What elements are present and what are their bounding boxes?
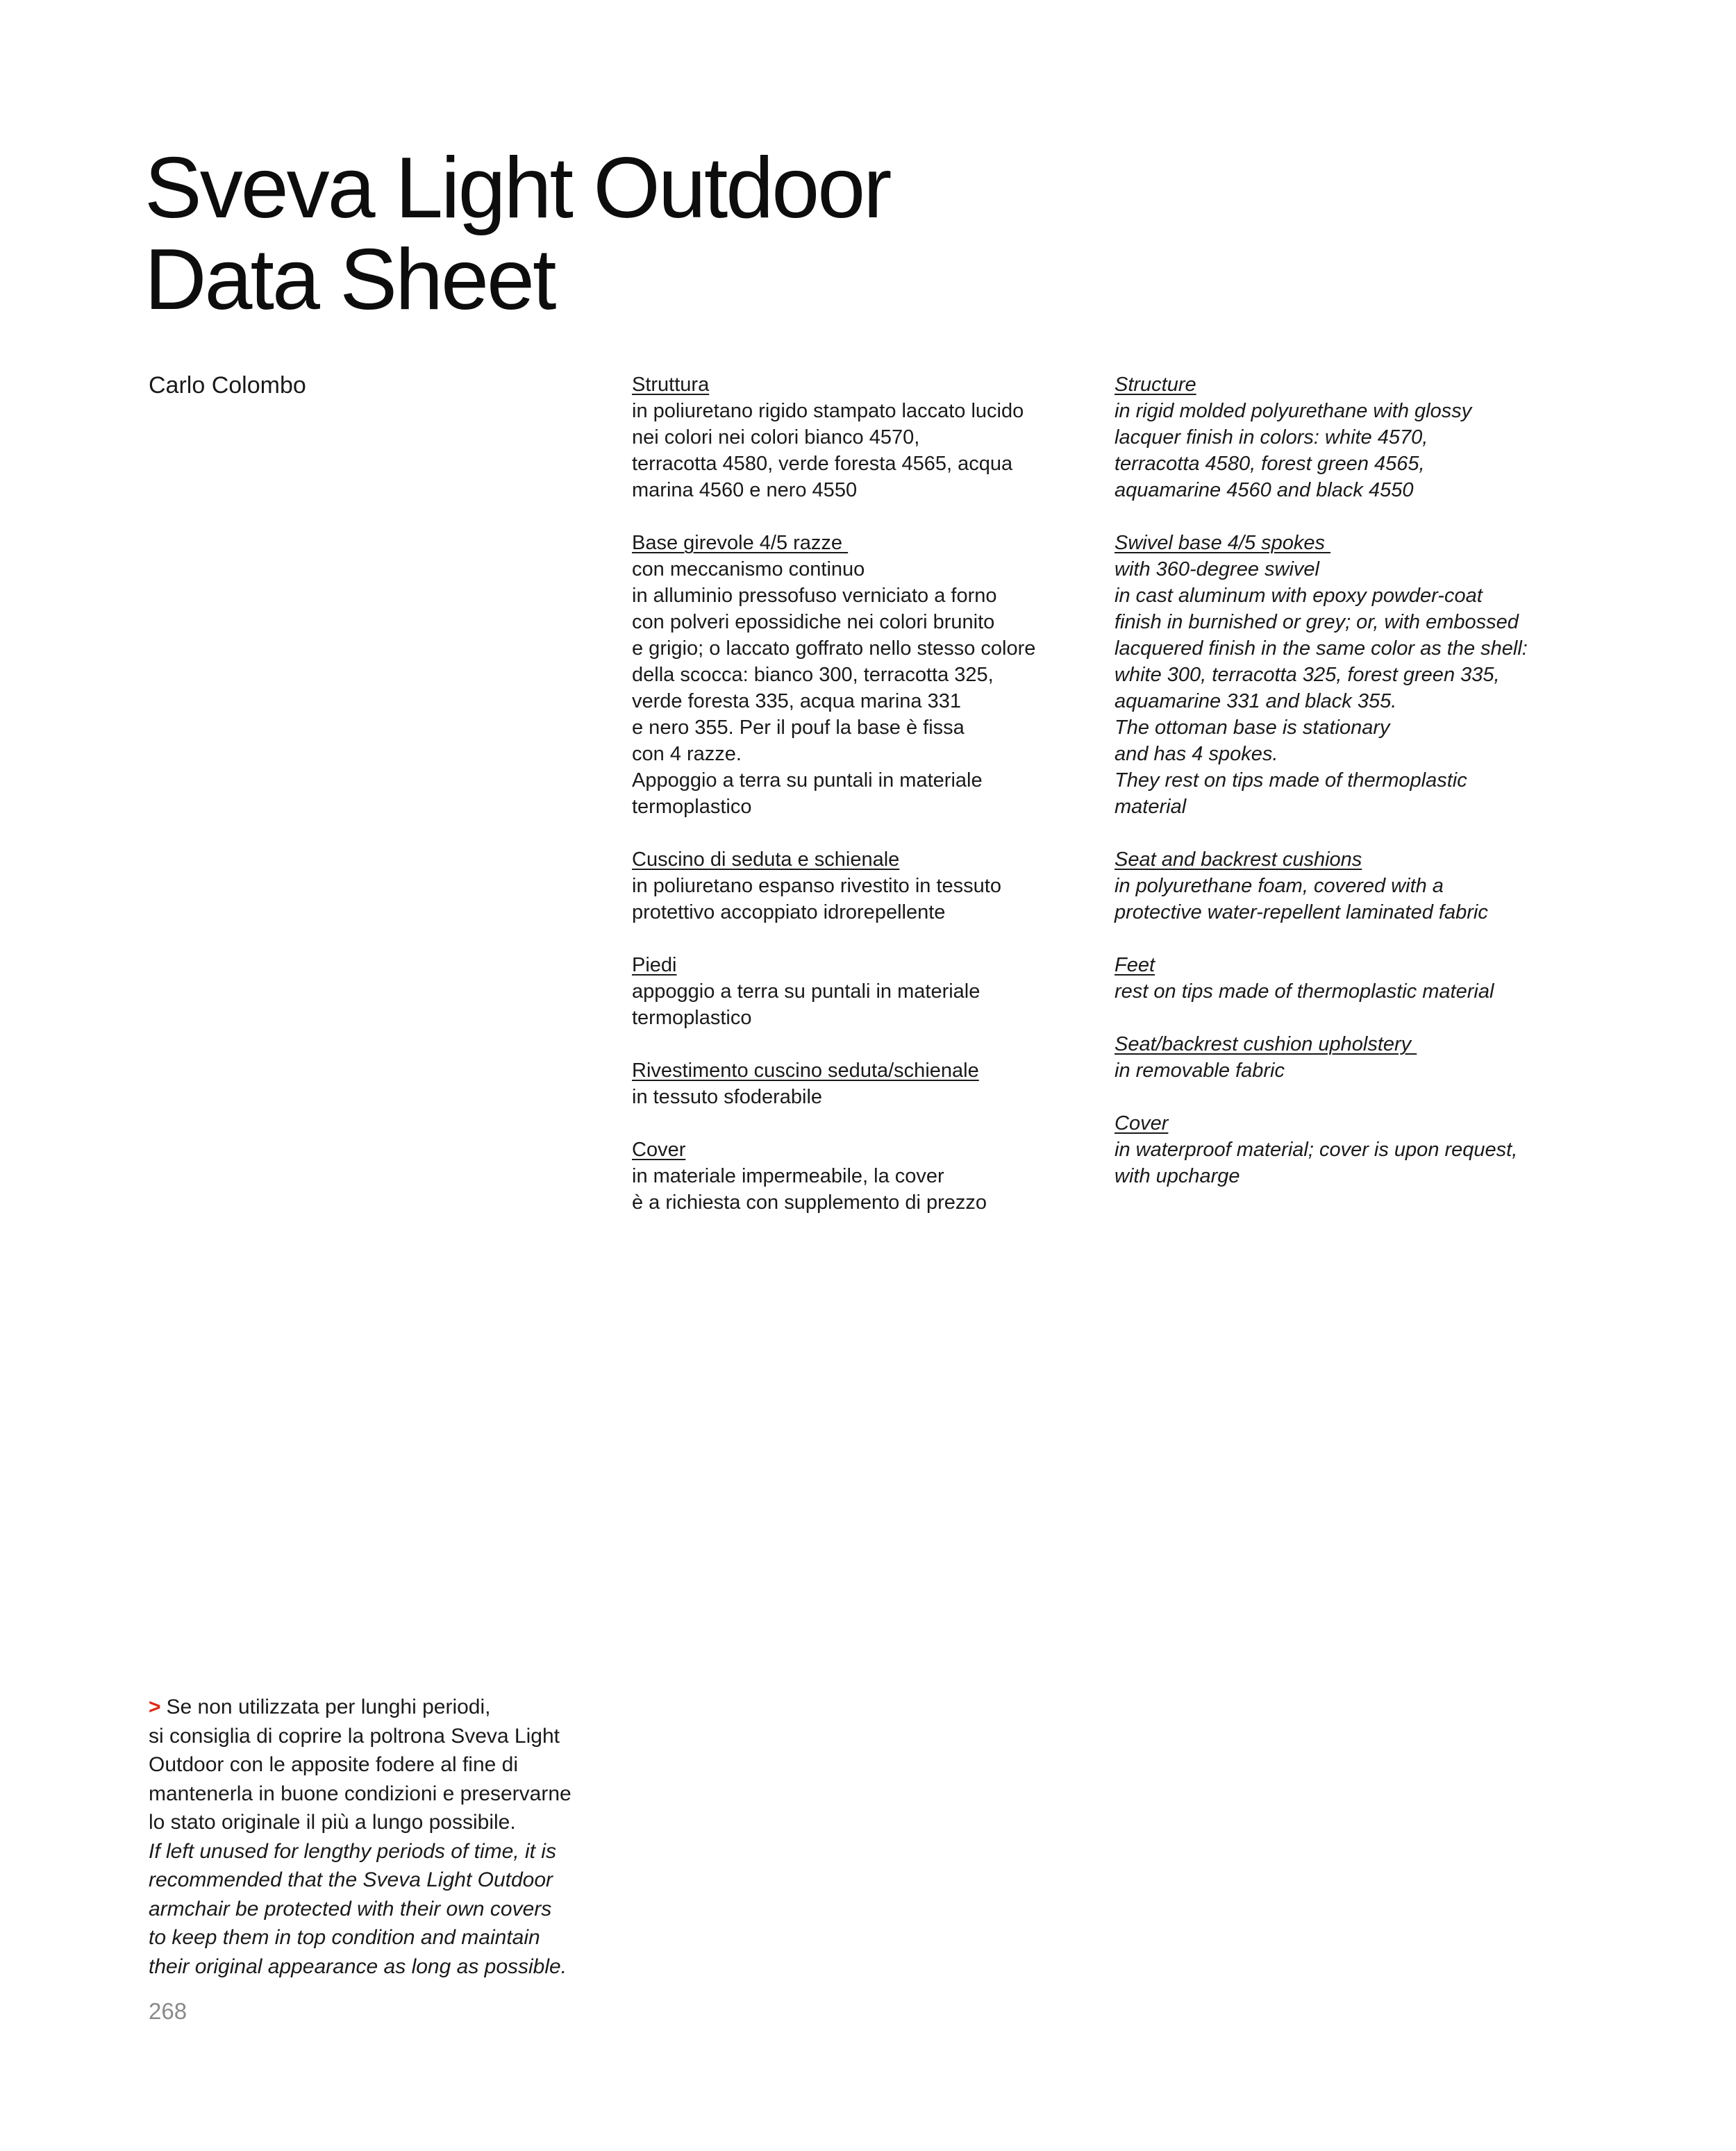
section-heading: Cover bbox=[632, 1139, 686, 1161]
section-line: in waterproof material; cover is upon request, bbox=[1115, 1139, 1518, 1161]
section-line: in rigid molded polyurethane with glossy bbox=[1115, 400, 1472, 422]
page-title bbox=[144, 142, 890, 326]
spec-section-base bbox=[632, 530, 1090, 820]
section-line: in cast aluminum with epoxy powder-coat bbox=[1115, 585, 1483, 607]
note-line-english: to keep them in top condition and maintain bbox=[149, 1926, 540, 1949]
english-spec-column bbox=[1115, 371, 1601, 1216]
note-line: lo stato originale il più a lungo possibile. bbox=[149, 1811, 516, 1834]
section-line: nei colori nei colori bianco 4570, bbox=[632, 426, 920, 449]
spec-section-upholstery bbox=[1115, 1031, 1601, 1084]
section-heading: Feet bbox=[1115, 954, 1155, 976]
section-line: in poliuretano espanso rivestito in tessuto bbox=[632, 875, 1001, 897]
section-heading: Cover bbox=[1115, 1112, 1169, 1135]
section-line: in removable fabric bbox=[1115, 1060, 1285, 1082]
note-line bbox=[149, 1693, 635, 1722]
section-line: terracotta 4580, forest green 4565, bbox=[1115, 453, 1425, 475]
section-line: terracotta 4580, verde foresta 4565, acqua bbox=[632, 453, 1013, 475]
section-line: con polveri epossidiche nei colori brunito bbox=[632, 611, 995, 633]
spec-section-piedi bbox=[632, 952, 1090, 1031]
spec-section-feet bbox=[1115, 952, 1601, 1005]
section-line: in tessuto sfoderabile bbox=[632, 1086, 823, 1108]
section-line: e grigio; o laccato goffrato nello stesso colore bbox=[632, 637, 1036, 660]
spec-section-swivel-base bbox=[1115, 530, 1601, 820]
section-line: in alluminio pressofuso verniciato a forno bbox=[632, 585, 997, 607]
note-line-english: their original appearance as long as possible. bbox=[149, 1955, 567, 1978]
section-heading: Seat and backrest cushions bbox=[1115, 848, 1362, 871]
italian-spec-column bbox=[632, 371, 1090, 1242]
designer-name: Carlo Colombo bbox=[149, 372, 306, 399]
section-line: material bbox=[1115, 796, 1187, 818]
section-line: marina 4560 e nero 4550 bbox=[632, 479, 858, 501]
section-line: in materiale impermeabile, la cover bbox=[632, 1165, 944, 1187]
section-line: finish in burnished or grey; or, with embossed bbox=[1115, 611, 1519, 633]
spec-section-cover bbox=[632, 1137, 1090, 1216]
section-line: in polyurethane foam, covered with a bbox=[1115, 875, 1444, 897]
spec-section-cushions bbox=[1115, 846, 1601, 926]
spec-section-cuscino bbox=[632, 846, 1090, 926]
section-line: appoggio a terra su puntali in materiale bbox=[632, 980, 980, 1003]
spec-section-cover-en bbox=[1115, 1110, 1601, 1189]
section-heading: Structure bbox=[1115, 374, 1196, 396]
section-heading: Base girevole 4/5 razze bbox=[632, 532, 849, 554]
section-heading: Swivel base 4/5 spokes bbox=[1115, 532, 1331, 554]
title-line: Sveva Light Outdoor bbox=[144, 140, 890, 236]
section-line: in poliuretano rigido stampato laccato lucido bbox=[632, 400, 1024, 422]
section-line: lacquer finish in colors: white 4570, bbox=[1115, 426, 1428, 449]
section-line: lacquered finish in the same color as the shell: bbox=[1115, 637, 1528, 660]
section-line: They rest on tips made of thermoplastic bbox=[1115, 769, 1467, 792]
section-line: e nero 355. Per il pouf la base è fissa bbox=[632, 717, 965, 739]
spec-section-struttura bbox=[632, 371, 1090, 503]
section-line: aquamarine 331 and black 355. bbox=[1115, 690, 1397, 712]
note-text: Se non utilizzata per lunghi periodi, bbox=[166, 1696, 491, 1718]
section-line: Appoggio a terra su puntali in materiale bbox=[632, 769, 983, 792]
section-heading: Piedi bbox=[632, 954, 677, 976]
section-line: with 360-degree swivel bbox=[1115, 558, 1319, 580]
note-line: mantenerla in buone condizioni e preservarne bbox=[149, 1782, 571, 1805]
note-line-english: recommended that the Sveva Light Outdoor bbox=[149, 1868, 553, 1891]
section-heading: Struttura bbox=[632, 374, 710, 396]
section-line: rest on tips made of thermoplastic material bbox=[1115, 980, 1494, 1003]
section-line: with upcharge bbox=[1115, 1165, 1240, 1187]
section-heading: Seat/backrest cushion upholstery bbox=[1115, 1033, 1417, 1055]
section-line: white 300, terracotta 325, forest green 335, bbox=[1115, 664, 1500, 686]
section-line: The ottoman base is stationary bbox=[1115, 717, 1390, 739]
care-note bbox=[149, 1693, 635, 1981]
section-line: termoplastico bbox=[632, 1007, 752, 1029]
section-line: della scocca: bianco 300, terracotta 325, bbox=[632, 664, 994, 686]
section-line: protective water-repellent laminated fabric bbox=[1115, 901, 1488, 923]
section-line: è a richiesta con supplemento di prezzo bbox=[632, 1191, 987, 1214]
spec-section-rivestimento bbox=[632, 1057, 1090, 1110]
section-line: aquamarine 4560 and black 4550 bbox=[1115, 479, 1414, 501]
section-line: termoplastico bbox=[632, 796, 752, 818]
spec-section-structure bbox=[1115, 371, 1601, 503]
section-line: verde foresta 335, acqua marina 331 bbox=[632, 690, 961, 712]
note-line-english: If left unused for lengthy periods of time, it is bbox=[149, 1839, 556, 1863]
section-heading: Rivestimento cuscino seduta/schienale bbox=[632, 1060, 979, 1082]
section-heading: Cuscino di seduta e schienale bbox=[632, 848, 900, 871]
section-line: and has 4 spokes. bbox=[1115, 743, 1278, 765]
note-line: si consiglia di coprire la poltrona Sveva Light bbox=[149, 1724, 560, 1748]
title-line: Data Sheet bbox=[144, 232, 555, 328]
section-line: con meccanismo continuo bbox=[632, 558, 865, 580]
page-number: 268 bbox=[149, 1998, 187, 2024]
section-line: con 4 razze. bbox=[632, 743, 742, 765]
chevron-right-icon: > bbox=[149, 1696, 161, 1718]
note-line: Outdoor con le apposite fodere al fine di bbox=[149, 1753, 519, 1776]
section-line: protettivo accoppiato idrorepellente bbox=[632, 901, 946, 923]
note-line-english: armchair be protected with their own covers bbox=[149, 1897, 552, 1920]
